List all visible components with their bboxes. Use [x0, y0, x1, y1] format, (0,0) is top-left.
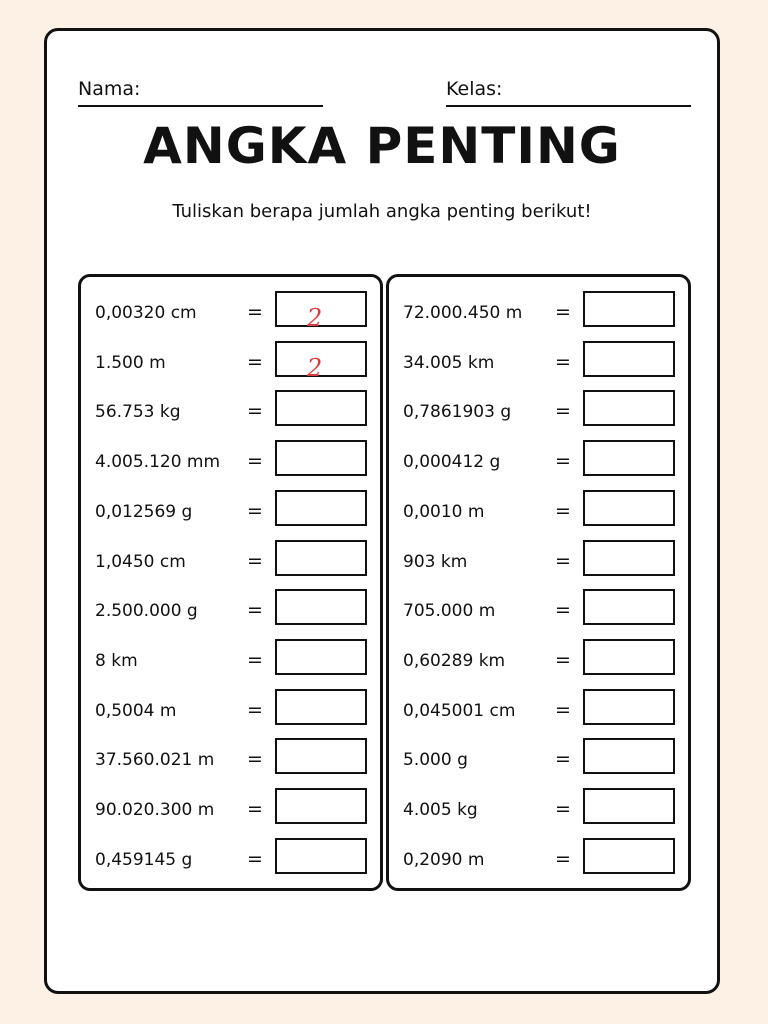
- question-row: [389, 388, 688, 438]
- equals-sign: =: [555, 748, 571, 771]
- right-question-panel: [386, 274, 691, 891]
- equals-sign: =: [247, 400, 263, 423]
- quantity-label: 37.560.021 m: [95, 750, 215, 771]
- quantity-label: 4.005.120 mm: [95, 452, 221, 473]
- left-question-panel: [78, 274, 383, 891]
- quantity-label: 0,045001 cm: [403, 700, 516, 721]
- equals-sign: =: [555, 648, 571, 671]
- question-row: [81, 736, 380, 786]
- answer-box[interactable]: [275, 440, 367, 476]
- equals-sign: =: [555, 599, 571, 622]
- quantity-label: 0,2090 m: [403, 849, 485, 870]
- equals-sign: =: [247, 698, 263, 721]
- answer-box[interactable]: [275, 838, 367, 874]
- equals-sign: =: [247, 450, 263, 473]
- question-row: [389, 736, 688, 786]
- worksheet-title: ANGKA PENTING: [143, 117, 621, 175]
- answer-box[interactable]: [583, 390, 675, 426]
- quantity-label: 1,0450 cm: [95, 551, 186, 572]
- answer-box[interactable]: [583, 540, 675, 576]
- equals-sign: =: [555, 450, 571, 473]
- answer-box[interactable]: [583, 788, 675, 824]
- answer-box[interactable]: [275, 341, 367, 382]
- question-row: [389, 687, 688, 737]
- quantity-label: 705.000 m: [403, 601, 496, 622]
- equals-sign: =: [247, 599, 263, 622]
- question-row: [389, 289, 688, 339]
- question-row: [389, 339, 688, 389]
- answer-box[interactable]: [583, 440, 675, 476]
- question-row: [81, 836, 380, 886]
- answer-box[interactable]: [275, 390, 367, 426]
- question-row: [389, 786, 688, 836]
- instruction-text: Tuliskan berapa jumlah angka penting berikut!: [172, 201, 592, 222]
- equals-sign: =: [555, 549, 571, 572]
- quantity-label: 0,012569 g: [95, 501, 193, 522]
- class-field[interactable]: [446, 77, 691, 107]
- quantity-label: 0,0010 m: [403, 501, 485, 522]
- answer-box[interactable]: [275, 540, 367, 576]
- quantity-label: 2.500.000 g: [95, 601, 198, 622]
- answer-box[interactable]: [275, 738, 367, 774]
- answer-box[interactable]: [583, 689, 675, 725]
- answer-box[interactable]: [275, 689, 367, 725]
- equals-sign: =: [555, 499, 571, 522]
- quantity-label: 0,60289 km: [403, 650, 506, 671]
- equals-sign: =: [555, 301, 571, 323]
- equals-sign: =: [555, 698, 571, 721]
- answer-box[interactable]: [583, 291, 675, 327]
- equals-sign: =: [247, 847, 263, 870]
- quantity-label: 90.020.300 m: [95, 800, 215, 820]
- quantity-label: 0,00320 cm: [95, 303, 197, 323]
- equals-sign: =: [247, 549, 263, 572]
- answer-box[interactable]: [583, 589, 675, 625]
- answer-box[interactable]: [583, 490, 675, 526]
- equals-sign: =: [555, 400, 571, 423]
- question-row: [389, 438, 688, 488]
- answer-box[interactable]: [583, 639, 675, 675]
- quantity-label: 0,7861903 g: [403, 402, 512, 423]
- quantity-label: 903 km: [403, 551, 468, 572]
- question-row: [389, 488, 688, 538]
- name-label: Nama:: [78, 78, 141, 100]
- answer-box[interactable]: [583, 738, 675, 774]
- answer-box[interactable]: [275, 788, 367, 824]
- question-row: [81, 488, 380, 538]
- question-row: [81, 538, 380, 588]
- quantity-label: 72.000.450 m: [403, 303, 523, 323]
- question-row: [389, 637, 688, 687]
- equals-sign: =: [247, 301, 263, 323]
- question-row: [81, 687, 380, 737]
- quantity-label: 1.500 m: [95, 352, 166, 373]
- question-row: [81, 289, 380, 339]
- question-row: [81, 637, 380, 687]
- equals-sign: =: [247, 350, 263, 373]
- handwritten-answer: 2: [307, 353, 323, 382]
- equals-sign: =: [247, 648, 263, 671]
- quantity-label: 5.000 g: [403, 750, 468, 771]
- quantity-label: 8 km: [95, 650, 138, 671]
- question-row: [81, 339, 380, 389]
- equals-sign: =: [555, 847, 571, 870]
- question-row: [389, 538, 688, 588]
- quantity-label: 56.753 kg: [95, 402, 181, 423]
- quantity-label: 0,459145 g: [95, 849, 193, 870]
- question-row: [81, 438, 380, 488]
- equals-sign: =: [247, 798, 263, 820]
- quantity-label: 0,000412 g: [403, 452, 501, 473]
- quantity-label: 34.005 km: [403, 352, 495, 373]
- quantity-label: 0,5004 m: [95, 700, 177, 721]
- equals-sign: =: [247, 748, 263, 771]
- worksheet: [44, 28, 720, 994]
- class-label: Kelas:: [446, 78, 503, 100]
- question-row: [81, 587, 380, 637]
- answer-box[interactable]: [275, 490, 367, 526]
- answer-box[interactable]: [583, 341, 675, 377]
- answer-box[interactable]: [275, 639, 367, 675]
- quantity-label: 4.005 kg: [403, 800, 478, 820]
- question-row: [81, 388, 380, 438]
- equals-sign: =: [247, 499, 263, 522]
- question-row: [81, 786, 380, 836]
- equals-sign: =: [555, 798, 571, 820]
- question-row: [389, 587, 688, 637]
- question-row: [389, 836, 688, 886]
- answer-box[interactable]: [275, 589, 367, 625]
- answer-box[interactable]: [275, 291, 367, 332]
- name-field[interactable]: [78, 77, 323, 107]
- handwritten-answer: 2: [307, 304, 323, 332]
- answer-box[interactable]: [583, 838, 675, 874]
- equals-sign: =: [555, 350, 571, 373]
